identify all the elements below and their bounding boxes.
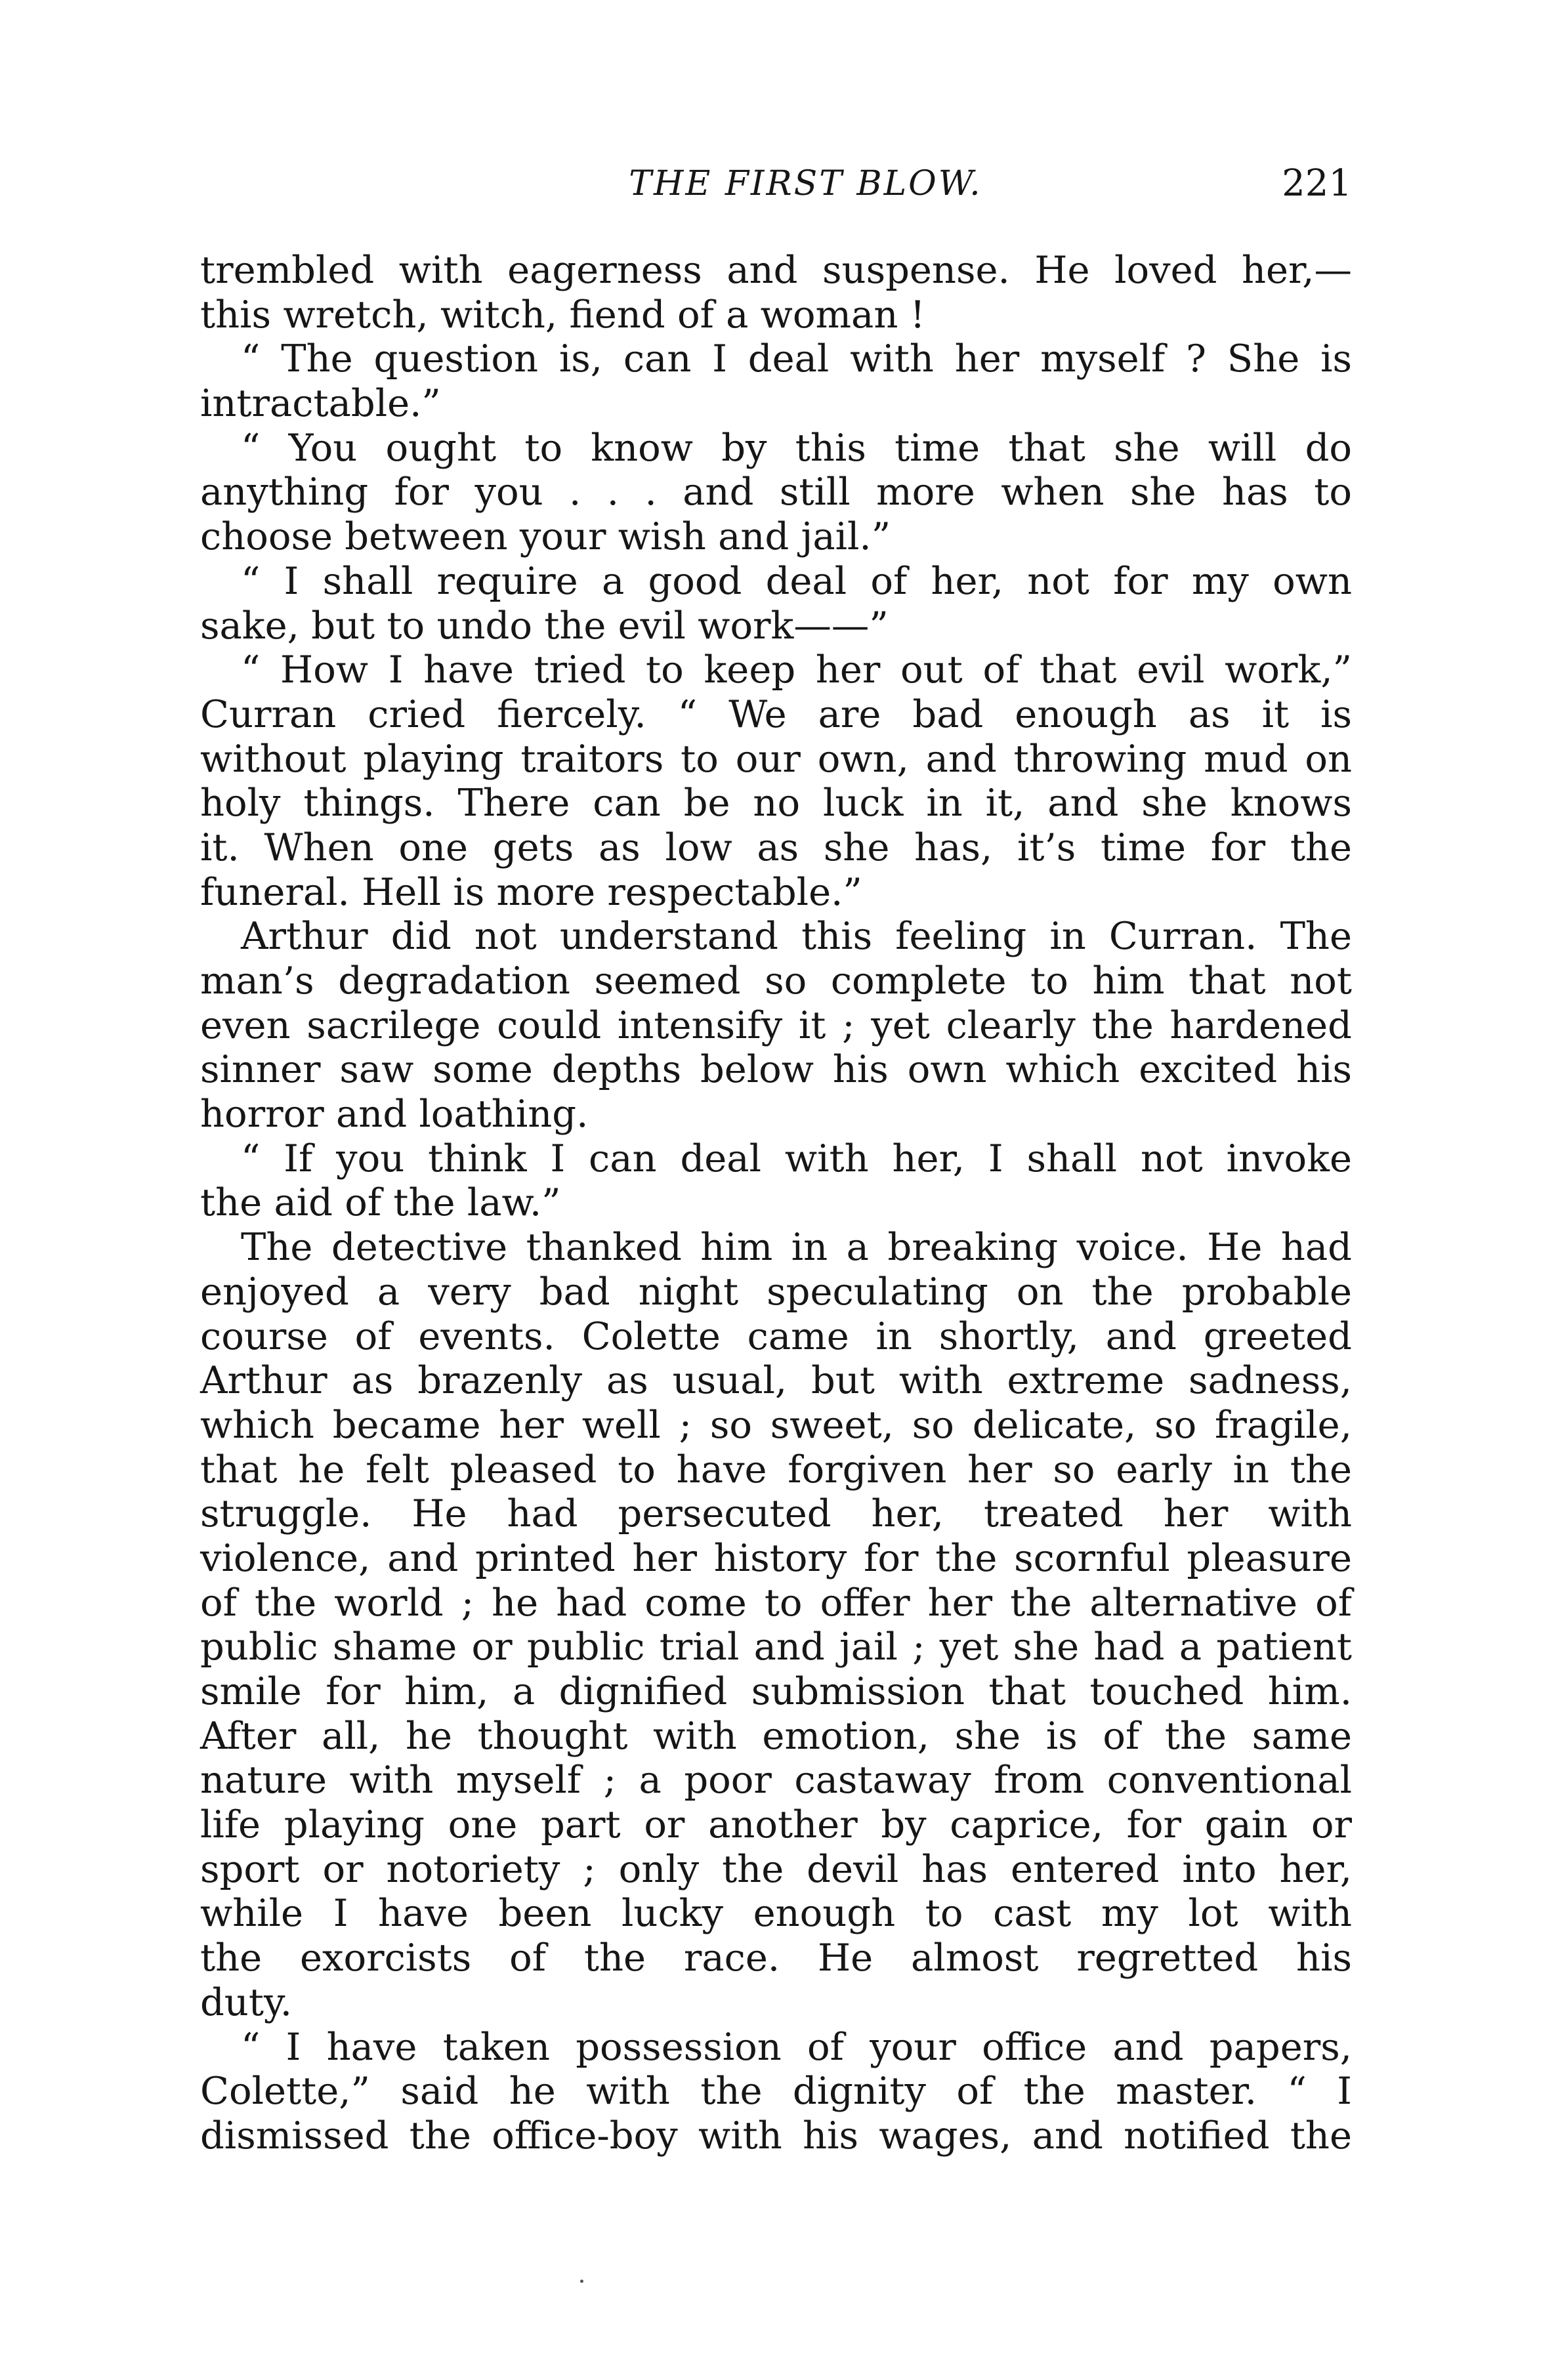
text-line: Colette,” said he with the dignity of the master. “ I [200,2069,1352,2114]
text-line: public shame or public trial and jail ; yet she had a patient [200,1625,1352,1669]
page-number: 221 [1282,162,1352,205]
text-line: funeral. Hell is more respectable.” [200,869,862,914]
text-line: The detective thanked him in a breaking voice. He had [241,1225,1352,1270]
text-line: violence, and printed her history for the scornful pleasure [200,1535,1352,1580]
text-line: which became her well ; so sweet, so delicate, so fragile, [200,1402,1352,1447]
text-line: Arthur did not understand this feeling in Curran. The [241,914,1352,959]
text-line: anything for you . . . and still more when she has to [200,470,1352,514]
text-line: sinner saw some depths below his own which excited his [200,1047,1352,1092]
body-text [200,248,1352,2158]
text-line: this wretch, witch, fiend of a woman ! [200,292,925,337]
running-title: THE FIRST BLOW. [629,164,982,203]
text-line: struggle. He had persecuted her, treated her with [200,1492,1352,1536]
text-line: duty. [200,1980,293,2024]
text-line: course of events. Colette came in shortly, and greeted [200,1314,1352,1358]
text-line: sport or notoriety ; only the devil has entered into her, [200,1847,1352,1891]
text-line: Curran cried fiercely. “ We are bad enough as it is [200,692,1352,736]
text-line: smile for him, a dignified submission that touched him. [200,1669,1352,1713]
text-line: even sacrilege could intensify it ; yet clearly the hardened [200,1003,1352,1047]
text-line: holy things. There can be no luck in it, and she knows [200,781,1352,825]
text-line: choose between your wish and jail.” [200,514,891,559]
text-line: life playing one part or another by caprice, for gain or [200,1803,1352,1847]
text-line: of the world ; he had come to offer her the alternative of [200,1580,1352,1625]
text-line: it. When one gets as low as she has, it’s time for the [200,825,1352,869]
text-line: “ I have taken possession of your office and papers, [241,2024,1352,2069]
text-line: “ I shall require a good deal of her, not for my own [241,558,1352,603]
text-line: while I have been lucky enough to cast my lot with [200,1891,1352,1936]
text-line: Arthur as brazenly as usual, but with extreme sadness, [200,1358,1352,1403]
text-line: sake, but to undo the evil work——” [200,603,889,648]
text-line: man’s degradation seemed so complete to him that not [200,959,1352,1003]
text-line: “ You ought to know by this time that she will do [241,425,1352,470]
text-line: horror and loathing. [200,1092,589,1137]
text-line: the aid of the law.” [200,1180,561,1225]
page-header [200,161,1352,213]
text-line: trembled with eagerness and suspense. He loved her,— [200,248,1352,292]
text-line: “ The question is, can I deal with her myself ? She is [241,337,1352,381]
text-line: “ How I have tried to keep her out of that evil work,” [241,648,1352,692]
text-line: enjoyed a very bad night speculating on the probable [200,1269,1352,1314]
text-line: “ If you think I can deal with her, I shall not invoke [241,1136,1352,1180]
text-line: intractable.” [200,381,441,426]
text-line: without playing traitors to our own, and throwing mud on [200,736,1352,781]
stray-ink-mark [580,2280,583,2283]
text-line: that he felt pleased to have forgiven her so early in the [200,1447,1352,1492]
text-line: dismissed the office-boy with his wages, and notified the [200,2113,1352,2158]
text-line: nature with myself ; a poor castaway from conventional [200,1758,1352,1803]
text-line: the exorcists of the race. He almost regretted his [200,1936,1352,1980]
text-line: After all, he thought with emotion, she is of the same [200,1713,1352,1758]
